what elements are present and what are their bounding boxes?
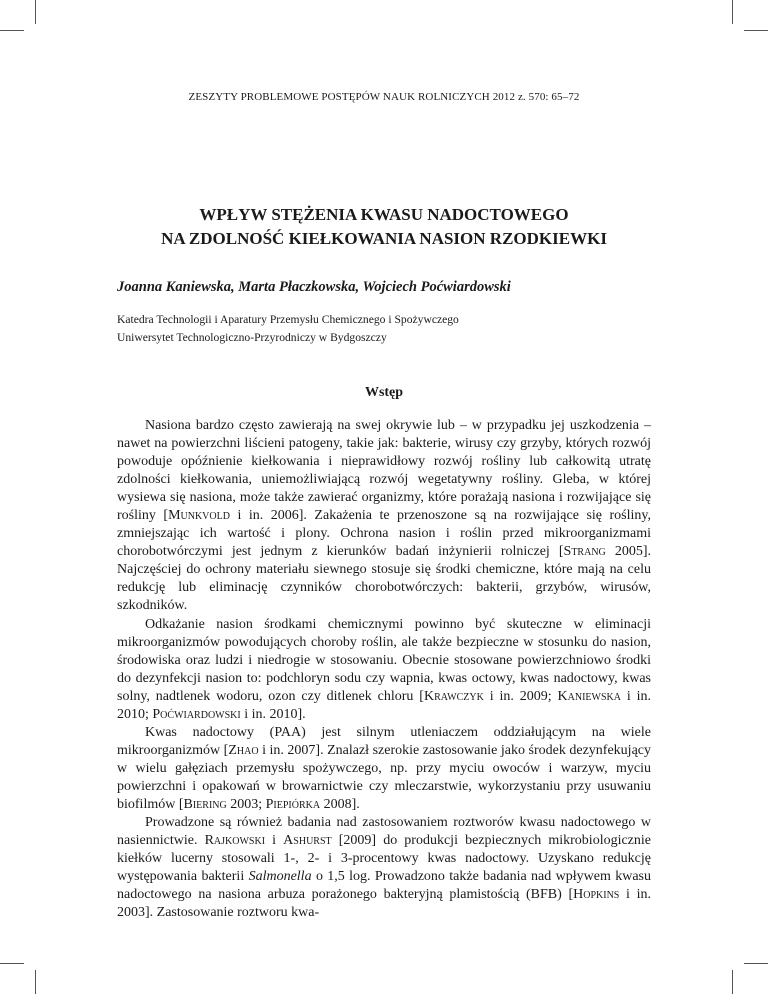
text-run: i (265, 833, 284, 849)
authors: Joanna Kaniewska, Marta Płaczkowska, Wojciech Poćwiardowski (117, 279, 511, 295)
affiliation-line-1: Katedra Technologii i Aparatury Przemysłu Chemicznego i Spożywczego (117, 313, 459, 326)
body-text (117, 417, 651, 922)
citation-author: Munkvold (168, 508, 230, 524)
text-run: 2008]. (320, 796, 360, 812)
text-run: i in. 2010]. (240, 706, 306, 722)
citation-author: Ashurst (283, 833, 332, 849)
section-heading: Wstęp (364, 385, 404, 400)
text-run: Nasiona bardzo często zawierają na swej okrywie lub – w przypadku jej uszkodzenia – nawet na powierzchni liścieni patogeny, takie jak: bakterie, wirusy czy grzyby, których rozwój powoduje opóźnienie kiełkowania i nieprawidłowy rozwój rośliny lub całkowitą utratę zdolności kiełkowania, uniemożliwiającą rozwój wegetatywny rośliny. Gleba, w której wysiewa się nasiona, może także zawierać organizmy, które porażają nasiona i rozwijające się rośliny [ (117, 418, 651, 524)
citation-author: Hopkins (573, 887, 620, 903)
citation-author: Biering (183, 796, 227, 812)
citation-author: Rajkowski (204, 833, 266, 849)
text-run: 2003; (226, 796, 266, 812)
text-run: 2005]. Najczęściej do ochrony materiału siewnego stosuje się środki chemiczne, które mają na celu redukcję lub eliminację czynników chorobotwórczych: bakterii, grzybów, wirusów, szkodników. (117, 544, 651, 614)
species-name: Salmonella (248, 869, 312, 885)
text-run: i in. 2007]. Znalazł szerokie zastosowanie jako środek dezynfekujący w wielu gałęziach przemysłu spożywczego, np. przy myciu owoców i warzyw, myciu powierzchni i opakowań w browarnictwie czy mleczarstwie, wykorzystaniu przy usuwaniu biofilmów [ (117, 742, 651, 812)
title-line-1: WPŁYW STĘŻENIA KWASU NADOCTOWEGO (199, 205, 569, 224)
affiliation-line-2: Uniwersytet Technologiczno-Przyrodniczy w Bydgoszczy (117, 331, 387, 344)
text-run: i in. 2010; (117, 688, 652, 722)
paragraph-1 (117, 417, 651, 616)
citation-author: Strang (563, 544, 606, 560)
text-run: i in. 2006]. Zakażenia te przenoszone są na rozwijające się rośliny, zmniejszając ich wartość i plony. Ochrona nasion i roślin przed mikroorganizmami chorobotwórczymi jest jednym z kierunków badań inżynierii rolniczej [ (117, 508, 651, 560)
text-run: i in. 2009; (483, 688, 558, 704)
article-title (0, 203, 768, 251)
citation-author: Kaniewska (557, 688, 621, 704)
paragraph-2 (117, 616, 651, 724)
text-run: i in. 2003]. Zastosowanie roztworu kwa- (117, 887, 652, 921)
paragraph-4 (117, 814, 651, 922)
text-run: Prowadzone są również badania nad zastosowaniem roztworów kwasu nadoctowego w nasiennictwie. (117, 815, 651, 849)
citation-author: Zhao (228, 742, 259, 758)
citation-author: Poćwiardowski (152, 706, 241, 722)
running-head: ZESZYTY PROBLEMOWE POSTĘPÓW NAUK ROLNICZYCH 2012 z. 570: 65–72 (188, 91, 580, 103)
citation-author: Krawczyk (423, 688, 484, 704)
text-run: o 1,5 log. Prowadzono także badania nad wpływem kwasu nadoctowego na nasiona arbuza porażonego bakteryjną plamistością (BFB) [ (117, 869, 651, 903)
title-line-2: NA ZDOLNOŚĆ KIEŁKOWANIA NASION RZODKIEWKI (161, 229, 607, 248)
text-run: Kwas nadoctowy (PAA) jest silnym utleniaczem oddziałującym na wiele mikroorganizmów [ (117, 724, 651, 758)
text-run: Odkażanie nasion środkami chemicznymi powinno być skuteczne w eliminacji mikroorganizmów powodujących choroby roślin, ale także bezpieczne w stosunku do nasion, środowiska oraz ludzi i niedrogie w stosowaniu. Obecnie stosowane powierzchniowo środki do dezynfekcji nasion to: podchloryn sodu czy wapnia, kwas octowy, kwas nadoctowy, kwas solny, nadtlenek wodoru, ozon czy ditlenek chloru [ (117, 616, 651, 704)
paragraph-3 (117, 724, 651, 814)
affiliation (117, 311, 459, 347)
citation-author: Piepiórka (265, 796, 321, 812)
text-run: [2009] do produkcji bezpiecznych mikrobiologicznie kiełków lucerny stosowali 1-, 2- i 3-procentowy kwas nadoctowy. Uzyskano redukcję występowania bakterii (117, 833, 652, 885)
